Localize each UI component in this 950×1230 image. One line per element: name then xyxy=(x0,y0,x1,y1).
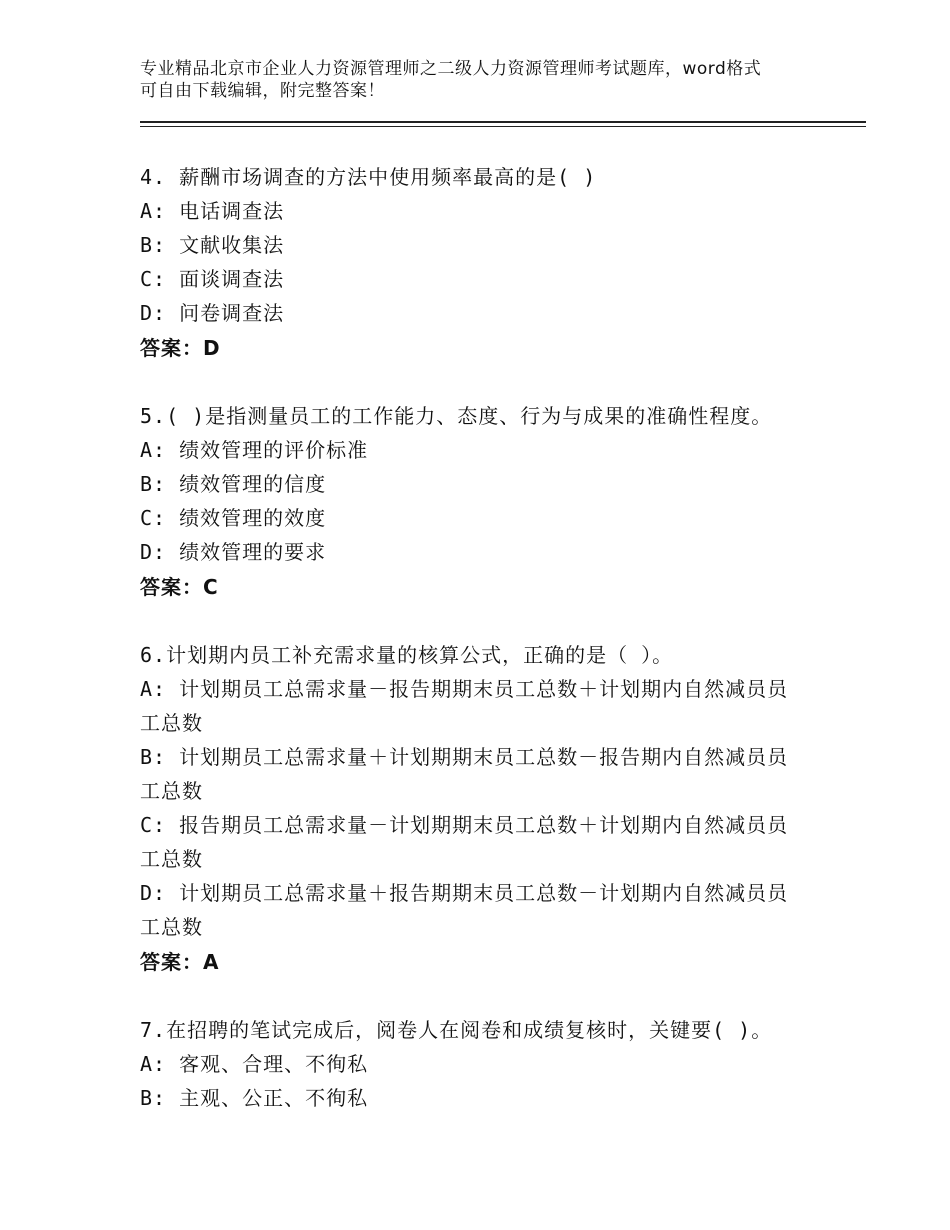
question-6-option-a-line1: A: 计划期员工总需求量－报告期期末员工总数＋计划期内自然减员员 xyxy=(140,677,789,701)
question-4-option-b: B: 文献收集法 xyxy=(140,233,285,257)
question-6-answer: 答案：A xyxy=(140,950,220,974)
question-5-option-a: A: 绩效管理的评价标准 xyxy=(140,438,369,462)
question-5-answer: 答案：C xyxy=(140,575,219,599)
document-header xyxy=(140,58,830,102)
question-5-option-c: C: 绩效管理的效度 xyxy=(140,506,327,530)
question-6-option-a-line2: 工总数 xyxy=(140,711,203,735)
question-4-option-c: C: 面谈调查法 xyxy=(140,267,285,291)
header-line-1: 专业精品北京市企业人力资源管理师之二级人力资源管理师考试题库，word格式 xyxy=(140,59,762,79)
header-divider-thin xyxy=(140,126,866,127)
question-7-stem: 7.在招聘的笔试完成后，阅卷人在阅卷和成绩复核时，关键要( )。 xyxy=(140,1018,773,1042)
question-6-option-b-line1: B: 计划期员工总需求量＋计划期期末员工总数－报告期内自然减员员 xyxy=(140,745,789,769)
question-6-option-d-line1: D: 计划期员工总需求量＋报告期期末员工总数－计划期内自然减员员 xyxy=(140,881,789,905)
question-7-option-b: B: 主观、公正、不徇私 xyxy=(140,1086,369,1110)
question-5-stem: 5.( )是指测量员工的工作能力、态度、行为与成果的准确性程度。 xyxy=(140,404,773,428)
question-5-option-d: D: 绩效管理的要求 xyxy=(140,540,327,564)
question-5-option-b: B: 绩效管理的信度 xyxy=(140,472,327,496)
question-4-option-a: A: 电话调查法 xyxy=(140,199,285,223)
question-6-stem: 6.计划期内员工补充需求量的核算公式，正确的是（ ）。 xyxy=(140,643,674,667)
header-line-2: 可自由下载编辑，附完整答案！ xyxy=(140,81,385,101)
header-divider-thick xyxy=(140,121,866,123)
question-6-option-b-line2: 工总数 xyxy=(140,779,203,803)
question-7-option-a: A: 客观、合理、不徇私 xyxy=(140,1052,369,1076)
question-4-stem: 4. 薪酬市场调查的方法中使用频率最高的是( ) xyxy=(140,165,597,189)
question-6-option-d-line2: 工总数 xyxy=(140,915,203,939)
question-6-option-c-line1: C: 报告期员工总需求量－计划期期末员工总数＋计划期内自然减员员 xyxy=(140,813,789,837)
question-4-answer: 答案：D xyxy=(140,336,221,360)
question-6-option-c-line2: 工总数 xyxy=(140,847,203,871)
question-4-option-d: D: 问卷调查法 xyxy=(140,301,285,325)
